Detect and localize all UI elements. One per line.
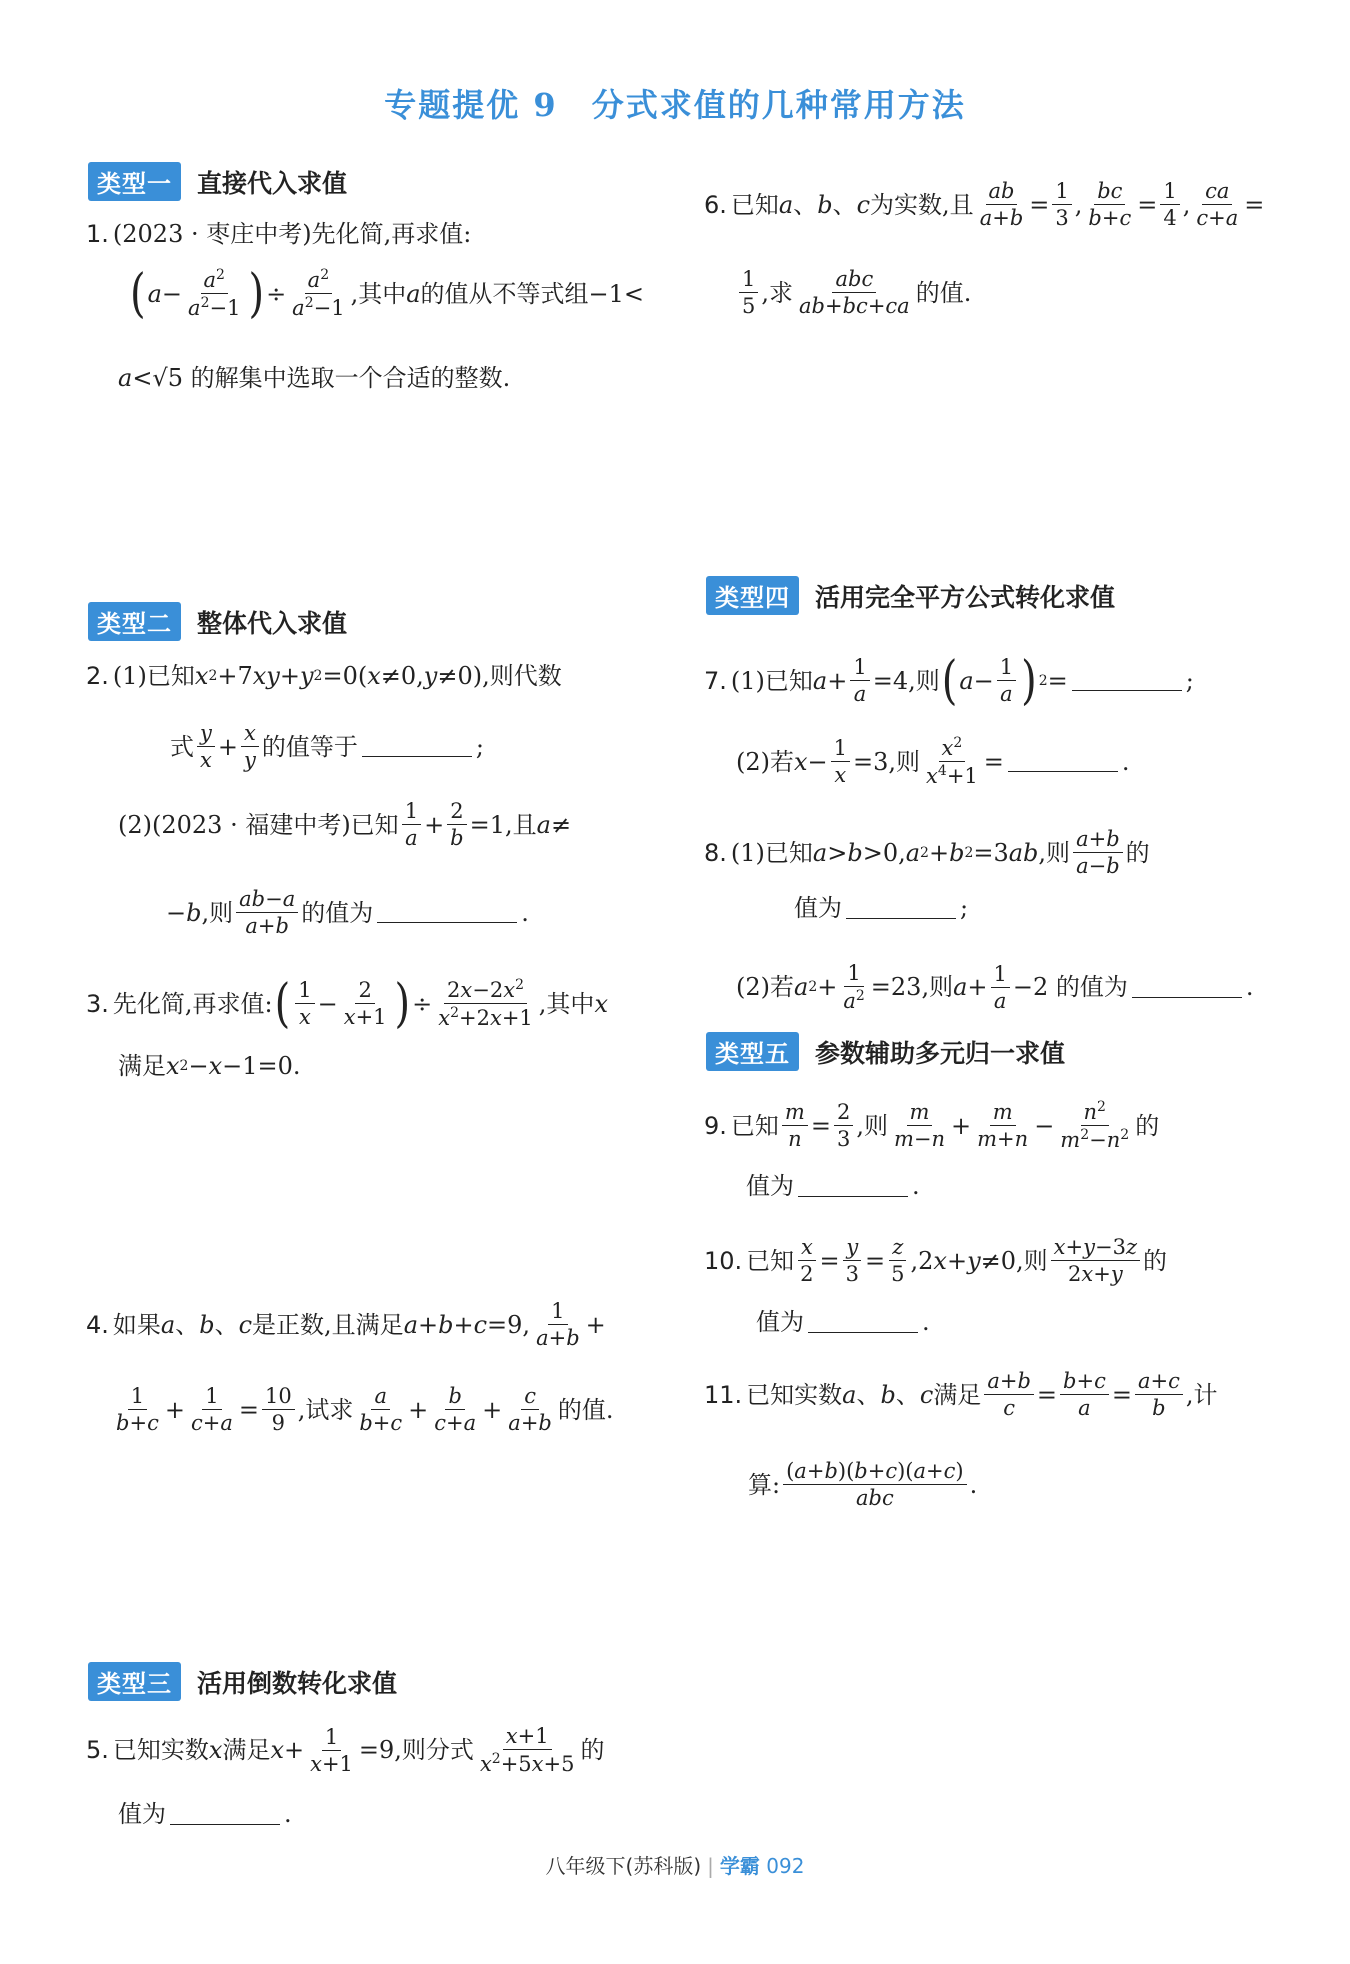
section-badge: 类型五 — [706, 1032, 799, 1071]
section-header-3 — [88, 1662, 397, 1701]
problem-1-line-3: a <√5 的解集中选取一个合适的整数. — [118, 364, 511, 392]
problem-11-line-1: 11. 已知实数 a 、 b 、 c 满足 $\frac{a+b}{c}$ = $\frac{b+c}{a}$ = $\frac{a+c}{b}$ ,计 — [704, 1369, 1218, 1421]
section-title: 活用倒数转化求值 — [197, 1668, 398, 1698]
problem-2-line-2: 式 $\frac{y}{x}$ + $\frac{x}{y}$ 的值等于 ; — [170, 721, 484, 773]
footer-brand: 学霸 — [719, 1854, 760, 1878]
section-badge: 类型二 — [88, 602, 181, 641]
problem-4-line-2: $\frac{1}{b+c}$ + $\frac{1}{c+a}$ = $\frac{10}{9}$ ,试求 $\frac{a}{b+c}$ + $\frac{b}{c+a}$ + $\frac{c}{a+b}$ 的值. — [116, 1384, 614, 1436]
problem-1-line-2: ( a − $\frac{a^2}{a^2-1}$ ) ÷ $\frac{a^2}{a^2-1}$ ,其中 a 的值从不等式组−1< — [130, 263, 645, 324]
problem-2-line-1: 2. (1)已知 x 2 +7 xy + y 2 =0( x ≠0, y ≠0),则代数 — [86, 662, 562, 690]
problem-5-line-2: 值为 . — [118, 1800, 292, 1828]
section-title: 参数辅助多元归一求值 — [815, 1038, 1066, 1068]
section-header-4 — [706, 576, 1115, 615]
problem-8-line-3: (2)若 a 2 + $\frac{1}{a^2}$ =23,则 a + $\frac{1}{a}$ −2 的值为 . — [736, 961, 1254, 1014]
section-title: 活用完全平方公式转化求值 — [815, 582, 1116, 612]
problem-2-line-3: (2)(2023 · 福建中考)已知 $\frac{1}{a}$ + $\frac{2}{b}$ =1,且 a ≠ — [118, 799, 572, 851]
problem-10-line-2: 值为 . — [756, 1308, 930, 1336]
section-badge: 类型一 — [88, 162, 181, 201]
problem-3-line-2: 满足 x 2 − x −1=0. — [118, 1052, 301, 1080]
problem-9-line-1: 9. 已知 $\frac{m}{n}$ = $\frac{2}{3}$ ,则 $\frac{m}{m-n}$ + $\frac{m}{m+n}$ − $\frac{n^2}{m^2-n^2}$ 的 — [704, 1099, 1160, 1153]
section-title: 直接代入求值 — [197, 168, 348, 198]
section-title: 整体代入求值 — [197, 608, 348, 638]
problem-10-line-1: 10. 已知 $\frac{x}{2}$ = $\frac{y}{3}$ = $\frac{z}{5}$ ,2 x + y ≠0,则 $\frac{x+y-3z}{2x+y}$ 的 — [704, 1235, 1168, 1287]
problem-9-line-2: 值为 . — [746, 1172, 920, 1200]
problem-8-line-2: 值为 ; — [794, 894, 969, 922]
page-footer: 八年级下(苏科版) | 学霸 092 — [545, 1854, 805, 1878]
problem-2-line-4: − b ,则 $\frac{ab-a}{a+b}$ 的值为 . — [166, 887, 529, 939]
section-badge: 类型三 — [88, 1662, 181, 1701]
section-badge: 类型四 — [706, 576, 799, 615]
problem-6-line-1: 6. 已知 a 、 b 、 c 为实数,且 $\frac{ab}{a+b}$ = $\frac{1}{3}$ , $\frac{bc}{b+c}$ = $\frac{1}{4}$ , $\frac{ca}{c+a}$ = — [704, 179, 1265, 231]
problem-3-line-1: 3. 先化简,再求值: ( $\frac{1}{x}$ − $\frac{2}{x+1}$ ) ÷ $\frac{2x-2x^2}{x^2+2x+1}$ ,其中 x — [86, 973, 608, 1034]
section-header-5 — [706, 1032, 1065, 1071]
problem-4-line-1: 4. 如果 a 、 b 、 c 是正数,且满足 a + b + c =9, $\frac{1}{a+b}$ + — [86, 1299, 606, 1351]
section-header-1 — [88, 162, 347, 201]
page-number: 092 — [766, 1854, 805, 1878]
problem-7-line-2: (2)若 x − $\frac{1}{x}$ =3,则 $\frac{x^2}{x^4+1}$ = . — [736, 735, 1130, 789]
problem-7-line-1: 7. (1)已知 a + $\frac{1}{a}$ =4,则 ( a − $\frac{1}{a}$ ) 2 = ; — [704, 650, 1194, 711]
footer-grade: 八年级下(苏科版) — [545, 1854, 702, 1878]
problem-6-line-2: $\frac{1}{5}$ ,求 $\frac{\text{abc}}{ab+bc+ca}$ 的值. — [736, 268, 971, 317]
problem-1-line-1: 1. (2023 · 枣庄中考)先化简,再求值: — [86, 220, 472, 248]
section-header-2 — [88, 602, 347, 641]
problem-5-line-1: 5. 已知实数 x 满足 x + $\frac{1}{x+1}$ =9,则分式 $\frac{x+1}{x^2+5x+5}$ 的 — [86, 1724, 605, 1777]
page-title: 专题提优 9 分式求值的几种常用方法 — [384, 86, 966, 124]
problem-11-line-2: 算: $\frac{(a+b)(b+c)(a+c)}{\text{abc}}$ . — [748, 1459, 978, 1511]
problem-8-line-1: 8. (1)已知 a > b >0, a 2 + b 2 =3 ab ,则 $\frac{a+b}{a-b}$ 的 — [704, 827, 1150, 879]
